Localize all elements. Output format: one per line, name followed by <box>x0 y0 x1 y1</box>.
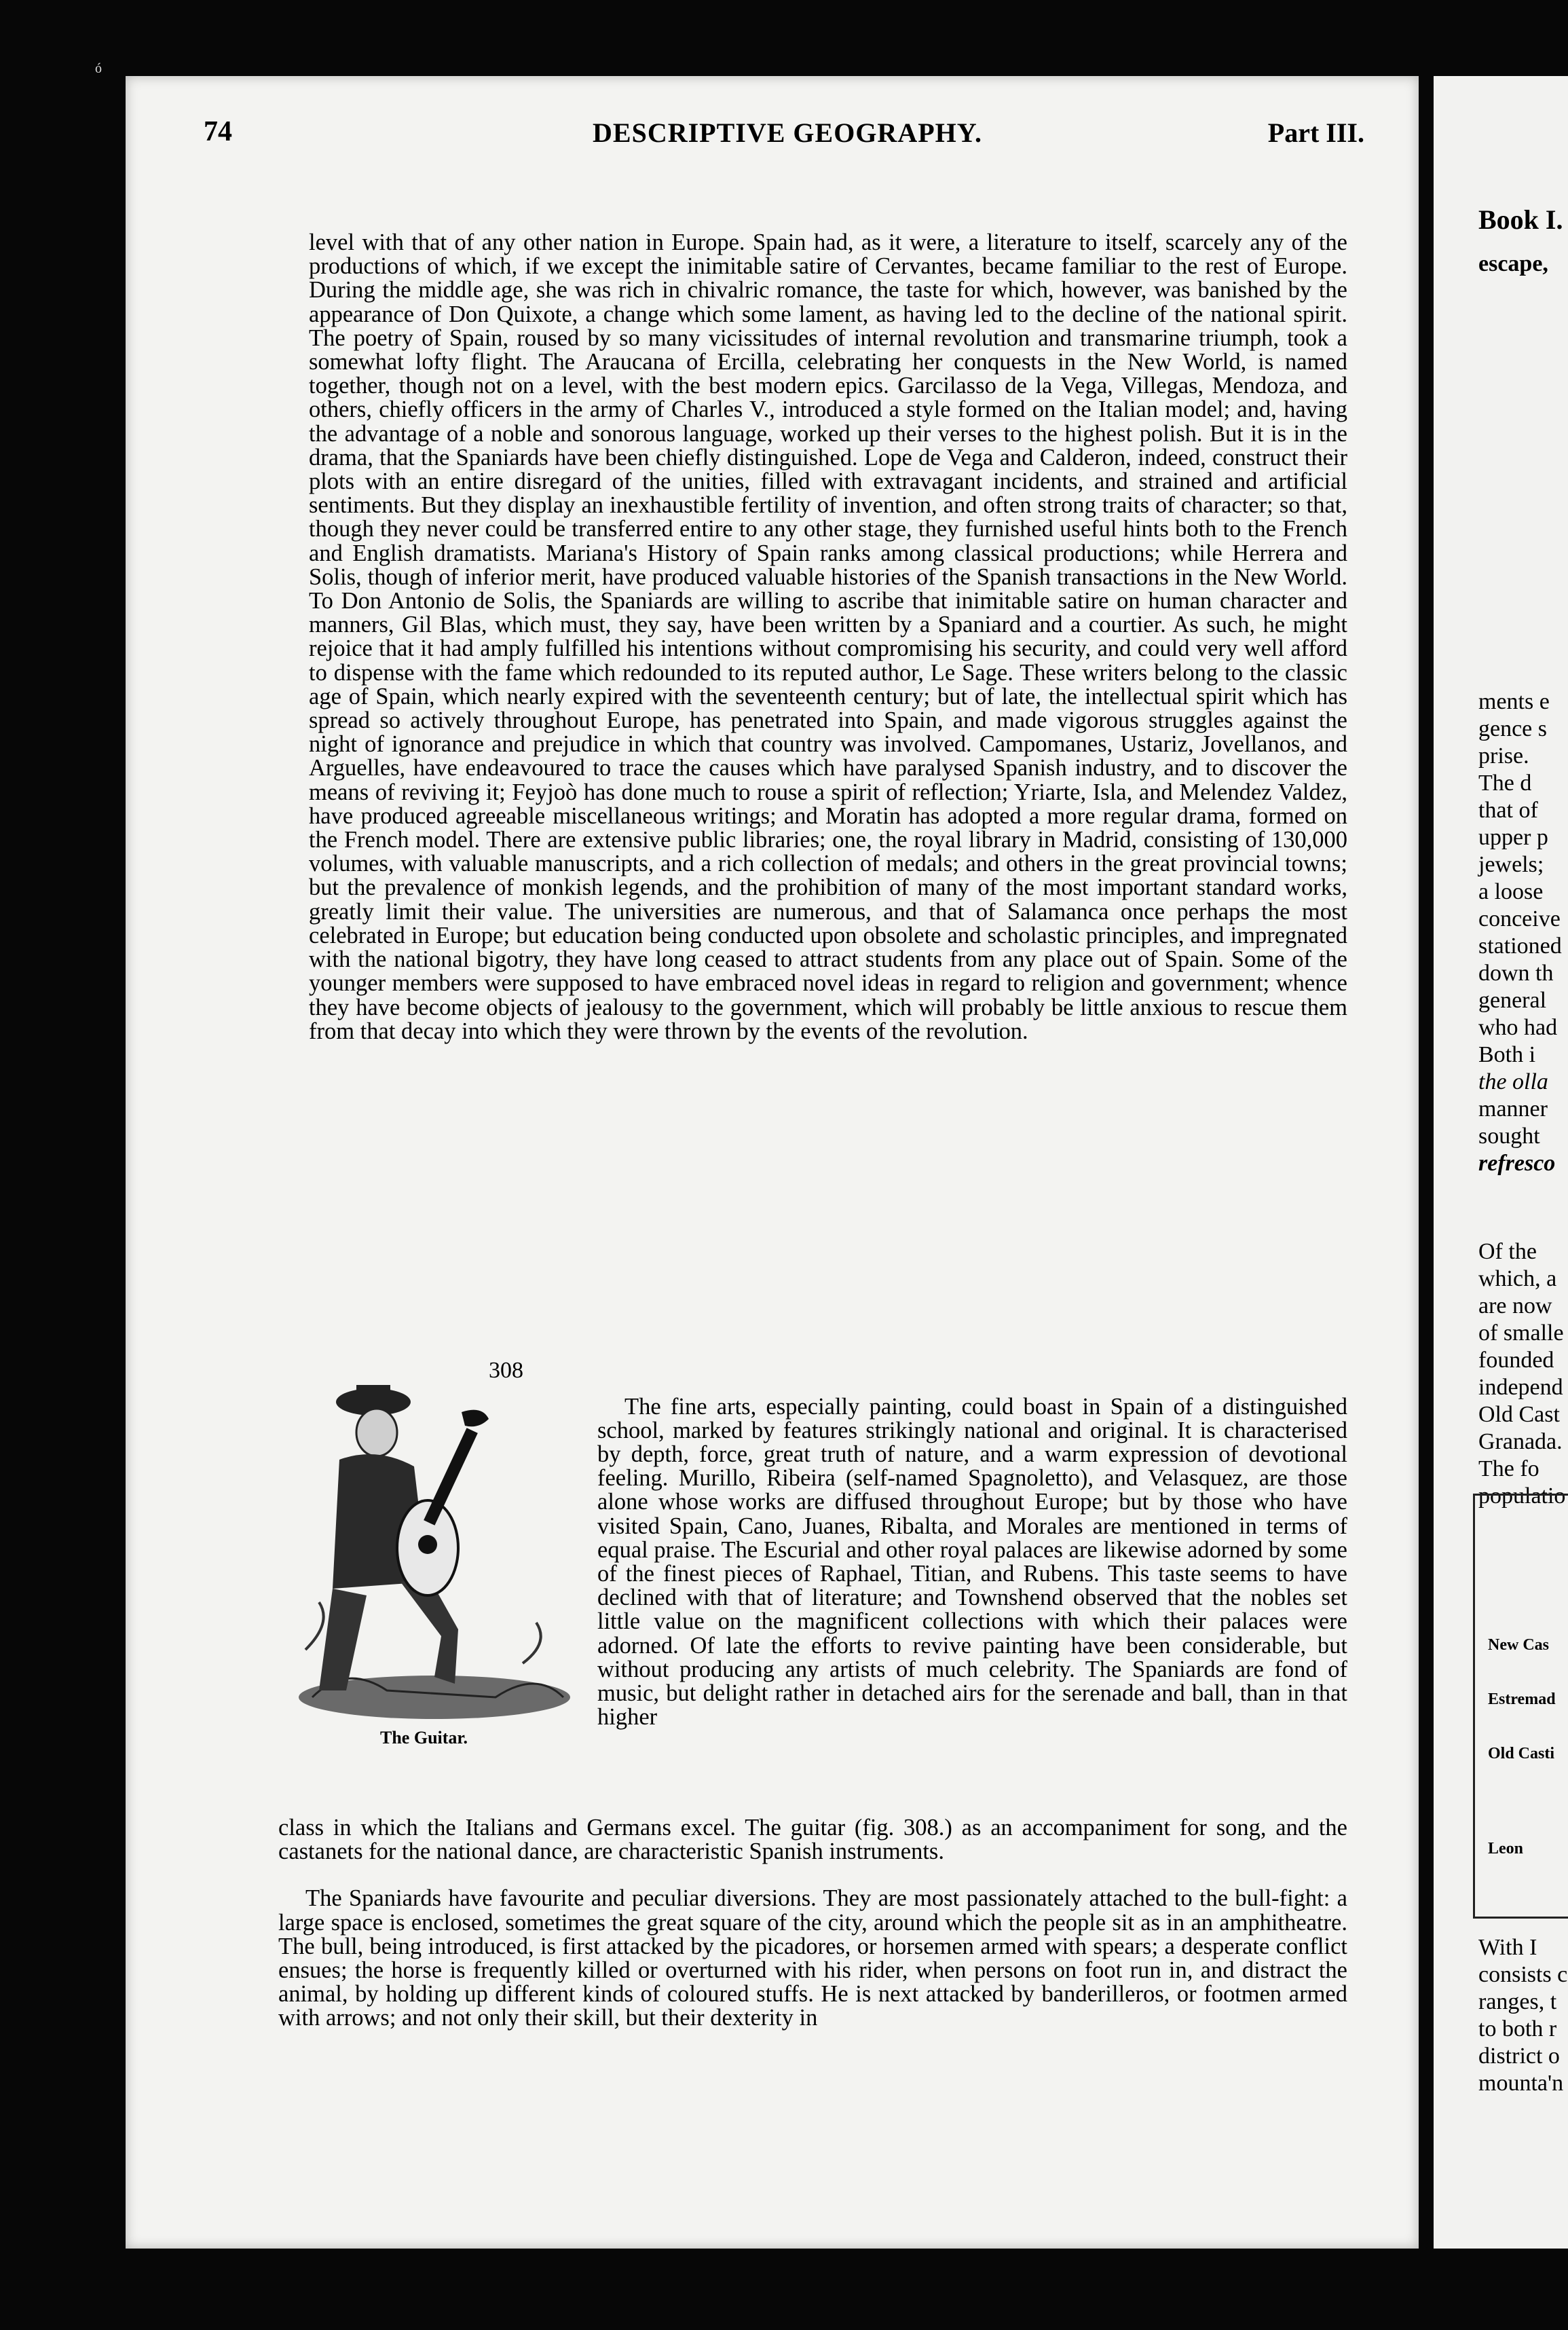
facing-line: Old Cast <box>1478 1402 1560 1427</box>
facing-line: upper p <box>1478 825 1548 850</box>
facing-line: are now <box>1478 1293 1552 1318</box>
facing-line: that of <box>1478 798 1538 823</box>
facing-line: of smalle <box>1478 1320 1564 1346</box>
figure-caption: The Guitar. <box>380 1728 468 1748</box>
fine-arts-text <box>597 1371 1347 1753</box>
running-title: DESCRIPTIVE GEOGRAPHY. <box>593 117 982 148</box>
facing-line: to both r <box>1478 2016 1557 2041</box>
facing-line: which, a <box>1478 1266 1557 1291</box>
facing-line: jewels; <box>1478 852 1544 877</box>
table-row: Estremad <box>1488 1690 1556 1708</box>
facing-line: Of the <box>1478 1239 1537 1264</box>
facing-line: With I <box>1478 1935 1537 1960</box>
figure-number: 308 <box>489 1358 523 1383</box>
facing-line: a loose <box>1478 879 1544 904</box>
facing-line: sought <box>1478 1124 1540 1149</box>
facing-line: ments e <box>1478 689 1550 714</box>
facing-line: down th <box>1478 961 1554 986</box>
facing-line: district o <box>1478 2044 1560 2069</box>
facing-line: who had <box>1478 1015 1558 1040</box>
guitar-player-illustration <box>292 1378 577 1731</box>
figure-guitar <box>292 1358 584 1752</box>
facing-line: prise. <box>1478 743 1529 769</box>
page-header <box>204 115 1371 156</box>
facing-line: gence s <box>1478 716 1548 741</box>
main-text <box>309 231 1347 1043</box>
paragraph-diversions: The Spaniards have favourite and peculiar diversions. They are most passionately attached to the bull-fight: a large space is enclosed, sometimes the great square of the city, around which the people sit as in an amphitheatre. The bull, being introduced, is first attacked by the picadores, or horsemen armed with spears; a desperate conflict ensues; the horse is frequently killed or overturned with his rider, when persons on foot run in, and distract the animal, by holding up different kinds of coloured stuffs. He is next attacked by banderilleros, or footmen armed with arrows; and not only their skill, but their dexterity in <box>278 1885 1347 2031</box>
facing-line: founded <box>1478 1348 1554 1373</box>
facing-line: ranges, t <box>1478 1989 1557 2014</box>
facing-line: general <box>1478 988 1547 1013</box>
part-label: Part III. <box>1267 117 1364 148</box>
facing-line: mounta'n <box>1478 2071 1564 2096</box>
facing-line: independ <box>1478 1375 1563 1400</box>
table-row: Leon <box>1488 1840 1524 1857</box>
table-row: New Cas <box>1488 1636 1549 1654</box>
facing-page-header: Book I. <box>1478 204 1563 235</box>
facing-line: escape, <box>1478 251 1548 276</box>
facing-line: consists c <box>1478 1962 1568 1987</box>
facing-line: The fo <box>1478 1456 1539 1481</box>
facing-line: The d <box>1478 771 1532 796</box>
facing-line: stationed <box>1478 933 1562 959</box>
facing-line: Granada. <box>1478 1429 1563 1454</box>
facing-line: manner <box>1478 1096 1548 1122</box>
page-number: 74 <box>204 116 232 147</box>
facing-line: conceive <box>1478 906 1561 931</box>
facing-line: Both i <box>1478 1042 1536 1067</box>
scan-mark: ó <box>95 61 102 76</box>
facing-line: refresco <box>1478 1151 1556 1176</box>
paragraph-literature: level with that of any other nation in Europe. Spain had, as it were, a literature to itself, scarcely any of the productions of which, if we except the inimitable satire of Cervantes, became familiar to the rest of Europe. During the middle age, she was rich in chivalric romance, the taste for which, however, was banished by the appearance of Don Quixote, a change which some lament, as having led to the decline of the national spirit. The poetry of Spain, roused by so many vicissitudes of internal revolution and transmarine triumph, took a somewhat lofty flight. The Araucana of Ercilla, celebrating her conquests in the New World, is named together, though not on a level, with the best modern epics. Garcilasso de la Vega, Villegas, Mendoza, and others, chiefly officers in the army of Charles V., introduced a style formed on the Italian model; and, having the advantage of a noble and sonorous language, worked up their verses to the highest polish. But it is in the drama, that the Spaniards have been chiefly distinguished. Lope de Vega and Calderon, indeed, construct their plots with an entire disregard of the unities, filled with extravagant incidents, and strained and artificial sentiments. But they display an inexhaustible fertility of invention, and often strong traits of character; so that, though they never could be transferred entire to any other stage, they furnished useful hints both to the French and English dramatists. Mariana's History of Spain ranks among classical productions; while Herrera and Solis, though of inferior merit, have produced valuable histories of the Spanish transactions in the New World. To Don Antonio de Solis, the Spaniards are willing to ascribe that inimitable satire on human character and manners, Gil Blas, which must, they say, have been written by a Spaniard and a courtier. As such, he might rejoice that it had amply fulfilled his intentions without compromising his security, and could very well afford to dispense with the fame which redounded to its reputed author, Le Sage. These writers belong to the classic age of Spain, which nearly expired with the seventeenth century; but of late, the intellectual spirit which has spread so actively throughout Europe, has penetrated into Spain, and made vigorous struggles against the night of ignorance and prejudice in which that country was involved. Campomanes, Ustariz, Jovellanos, and Arguelles, have endeavoured to trace the causes which have paralysed Spanish industry, and to discover the means of reviving it; Feyjoò has done much to rouse a spirit of reflection; Yriarte, Isla, and Melendez Valdez, have produced agreeable miscellaneous writings; and Moratin has adopted a more regular drama, formed on the French model. There are extensive public libraries; one, the royal library in Madrid, consisting of 130,000 volumes, with valuable manuscripts, and a rich collection of medals; and others in the great provincial towns; but the prevalence of monkish legends, and the prohibition of many of the most important standard works, greatly limit their value. The universities are numerous, and that of Salamanca once perhaps the most celebrated in Europe; but education being conducted upon obsolete and scholastic principles, and impregnated with the national bigotry, they have long ceased to attract students from any place out of Spain. Some of the younger members were supposed to have embraced novel ideas in regard to religion and government; whence they have become objects of jealousy to the government, which will probably be little anxious to rescue them from that decay into which they were thrown by the events of the revolution. <box>309 229 1347 1044</box>
table-row: Old Casti <box>1488 1745 1555 1762</box>
facing-line: populatio <box>1478 1483 1566 1509</box>
paragraph-continuation: class in which the Italians and Germans excel. The guitar (fig. 308.) as an accompaniment for song, and the castanets for the national dance, are characteristic Spanish instruments. <box>278 1814 1347 1864</box>
facing-line: the olla <box>1478 1069 1548 1094</box>
lower-text <box>278 1792 1347 2054</box>
paragraph-fine-arts: The fine arts, especially painting, could boast in Spain of a distinguished school, marked by features strikingly national and original. It is characterised by depth, force, great truth of nature, and a warm expression of devotional feeling. Murillo, Ribeira (self-named Spagnoletto), and Velasquez, are those alone whose works are diffused throughout Europe; but by those who have visited Spain, Cano, Juanes, Ribalta, and Morales are mentioned in terms of equal praise. The Escurial and other royal palaces are likewise adorned by some of the finest pieces of Raphael, Titian, and Rubens. This taste seems to have declined with that of literature; and Townshend observed that the nobles set little value on the magnificent collections with which their palaces were adorned. Of late the efforts to revive painting have been considerable, but without producing any artists of much celebrity. The Spaniards are fond of music, but delight rather in detached airs for the serenade and ball, than in that higher <box>597 1393 1347 1731</box>
